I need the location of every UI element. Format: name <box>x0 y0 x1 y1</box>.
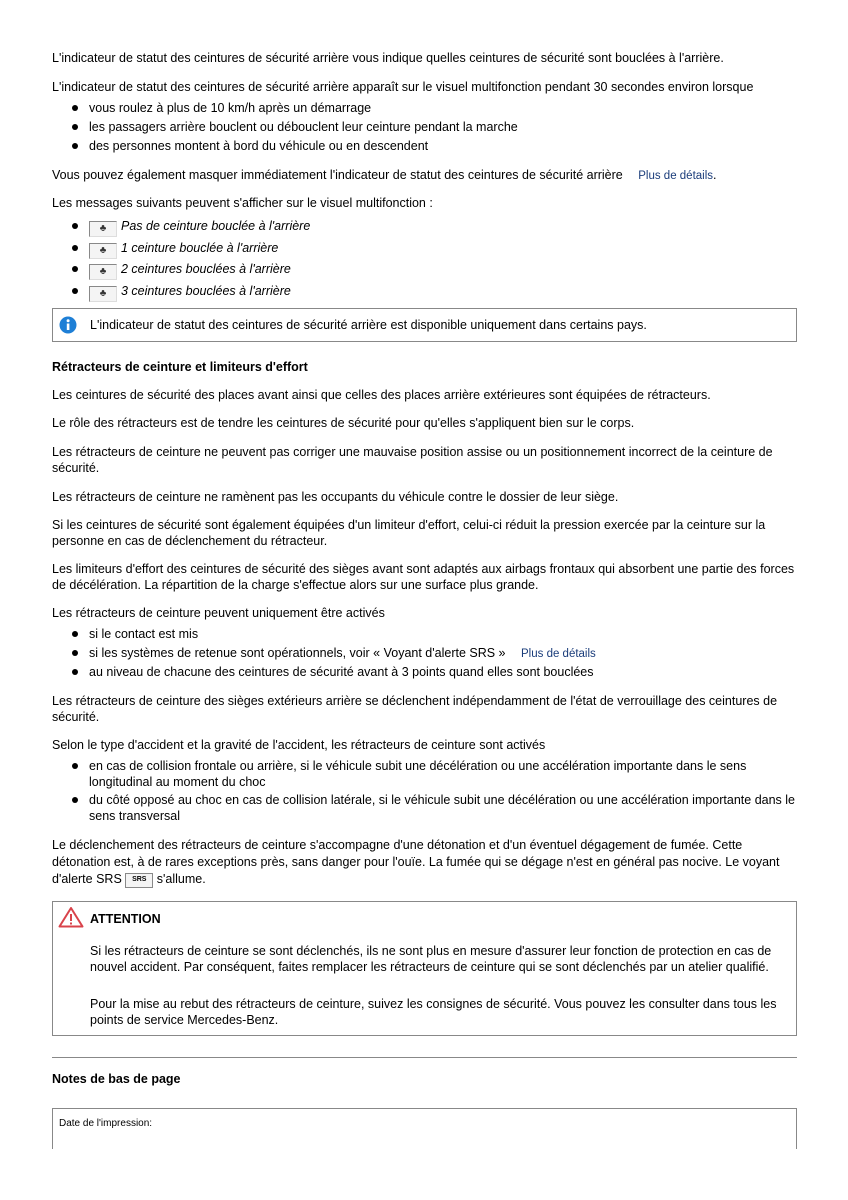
warning-icon <box>58 906 84 928</box>
srs-warning-icon: SRS <box>125 873 153 888</box>
seatbelt-icon: ♣ <box>89 286 117 302</box>
more-details-link[interactable]: Plus de détails <box>521 648 596 660</box>
paragraph <box>52 837 797 888</box>
warning-box <box>52 901 797 1036</box>
paragraph: Les limiteurs d'effort des ceintures de sécurité des sièges avant sont adaptés aux airbags frontaux qui absorbent une partie des forces de décélération. La répartition de la charge s'effectue alors sur une surface plus grande. <box>52 562 795 592</box>
more-details-link[interactable]: Plus de détails <box>638 170 714 182</box>
info-icon <box>59 316 77 334</box>
list-item: des personnes montent à bord du véhicule ou en descendent <box>72 138 799 154</box>
list-item <box>72 218 799 237</box>
list-item: si le contact est mis <box>72 626 799 642</box>
list-item: au niveau de chacune des ceintures de sécurité avant à 3 points quand elles sont bouclées <box>72 664 799 680</box>
list-text: si les systèmes de retenue sont opérationnels, voir « Voyant d'alerte SRS » <box>89 646 506 660</box>
list-item: les passagers arrière bouclent ou débouclent leur ceinture pendant la marche <box>72 119 799 135</box>
list-item: en cas de collision frontale ou arrière, si le véhicule subit une décélération ou une accélération importante dans le sens longitudinal au moment du choc <box>72 758 799 790</box>
seatbelt-icon: ♣ <box>89 221 117 237</box>
paragraph: Les messages suivants peuvent s'afficher sur le visuel multifonction : <box>52 196 433 210</box>
list-item <box>72 240 799 259</box>
paragraph: Vous pouvez également masquer immédiatement l'indicateur de statut des ceintures de sécurité arrière Plus de détails. <box>52 168 717 182</box>
paragraph-text: Le déclenchement des rétracteurs de ceinture s'accompagne d'une détonation et d'un éventuel dégagement de fumée. Cette détonation est, à de rares exceptions près, sans danger pour l'ouïe. La fumée qui se dégage n'est en général pas nocive. Le voyant d'alerte SRS <box>52 838 780 886</box>
warning-title: ATTENTION <box>90 912 161 926</box>
list-item <box>72 283 799 302</box>
paragraph: Selon le type d'accident et la gravité de l'accident, les rétracteurs de ceinture sont activés <box>52 738 546 752</box>
paragraph: Les rétracteurs de ceinture ne peuvent pas corriger une mauvaise position assise ou un positionnement incorrect de la ceinture de sécurité. <box>52 445 773 475</box>
list-item <box>72 261 799 280</box>
paragraph-text: s'allume. <box>156 872 206 886</box>
paragraph: Si les ceintures de sécurité sont également équipées d'un limiteur d'effort, celui-ci réduit la pression exercée par la ceinture sur la personne en cas de déclenchement du rétracteur. <box>52 518 766 548</box>
paragraph-text: Vous pouvez également masquer immédiatement l'indicateur de statut des ceintures de sécurité arrière <box>52 168 623 182</box>
paragraph: L'indicateur de statut des ceintures de sécurité arrière vous indique quelles ceintures de sécurité sont bouclées à l'arrière. <box>52 51 724 65</box>
warning-text: Pour la mise au rebut des rétracteurs de ceinture, suivez les consignes de sécurité. Vous pouvez les consulter dans tous les points de service Mercedes-Benz. <box>90 997 777 1027</box>
warning-text: Si les rétracteurs de ceinture se sont déclenchés, ils ne sont plus en mesure d'assurer leur fonction de protection en cas de nouvel accident. Par conséquent, faites remplacer les rétracteurs de ceinture qui se sont déclenchés par un atelier qualifié. <box>90 944 772 974</box>
footnotes-heading: Notes de bas de page <box>52 1072 181 1086</box>
print-date-box <box>52 1108 797 1149</box>
paragraph: Les rétracteurs de ceinture des sièges extérieurs arrière se déclenchent indépendamment de l'état de verrouillage des ceintures de sécurité. <box>52 694 778 724</box>
info-box <box>52 308 797 342</box>
paragraph: Les rétracteurs de ceinture peuvent uniquement être activés <box>52 606 385 620</box>
seatbelt-icon: ♣ <box>89 243 117 259</box>
paragraph: Le rôle des rétracteurs est de tendre les ceintures de sécurité pour qu'elles s'appliquent bien sur le corps. <box>52 416 635 430</box>
paragraph: Les rétracteurs de ceinture ne ramènent pas les occupants du véhicule contre le dossier de leur siège. <box>52 490 619 504</box>
list-item: vous roulez à plus de 10 km/h après un démarrage <box>72 100 799 116</box>
print-date-label: Date de l'impression: <box>59 1118 153 1129</box>
list-item <box>72 645 799 662</box>
message-text: 2 ceintures bouclées à l'arrière <box>121 262 291 276</box>
list-item: du côté opposé au choc en cas de collision latérale, si le véhicule subit une décélération ou une accélération importante dans le sens transversal <box>72 792 799 824</box>
message-text: 3 ceintures bouclées à l'arrière <box>121 284 291 298</box>
info-text: L'indicateur de statut des ceintures de sécurité arrière est disponible uniquement dans certains pays. <box>90 318 647 332</box>
message-text: Pas de ceinture bouclée à l'arrière <box>121 219 311 233</box>
section-heading: Rétracteurs de ceinture et limiteurs d'effort <box>52 360 308 374</box>
message-text: 1 ceinture bouclée à l'arrière <box>121 241 279 255</box>
paragraph: L'indicateur de statut des ceintures de sécurité arrière apparaît sur le visuel multifonction pendant 30 secondes environ lorsque <box>52 80 754 94</box>
divider <box>52 1057 797 1058</box>
seatbelt-icon: ♣ <box>89 264 117 280</box>
paragraph: Les ceintures de sécurité des places avant ainsi que celles des places arrière extérieures sont équipées de rétracteurs. <box>52 388 711 402</box>
